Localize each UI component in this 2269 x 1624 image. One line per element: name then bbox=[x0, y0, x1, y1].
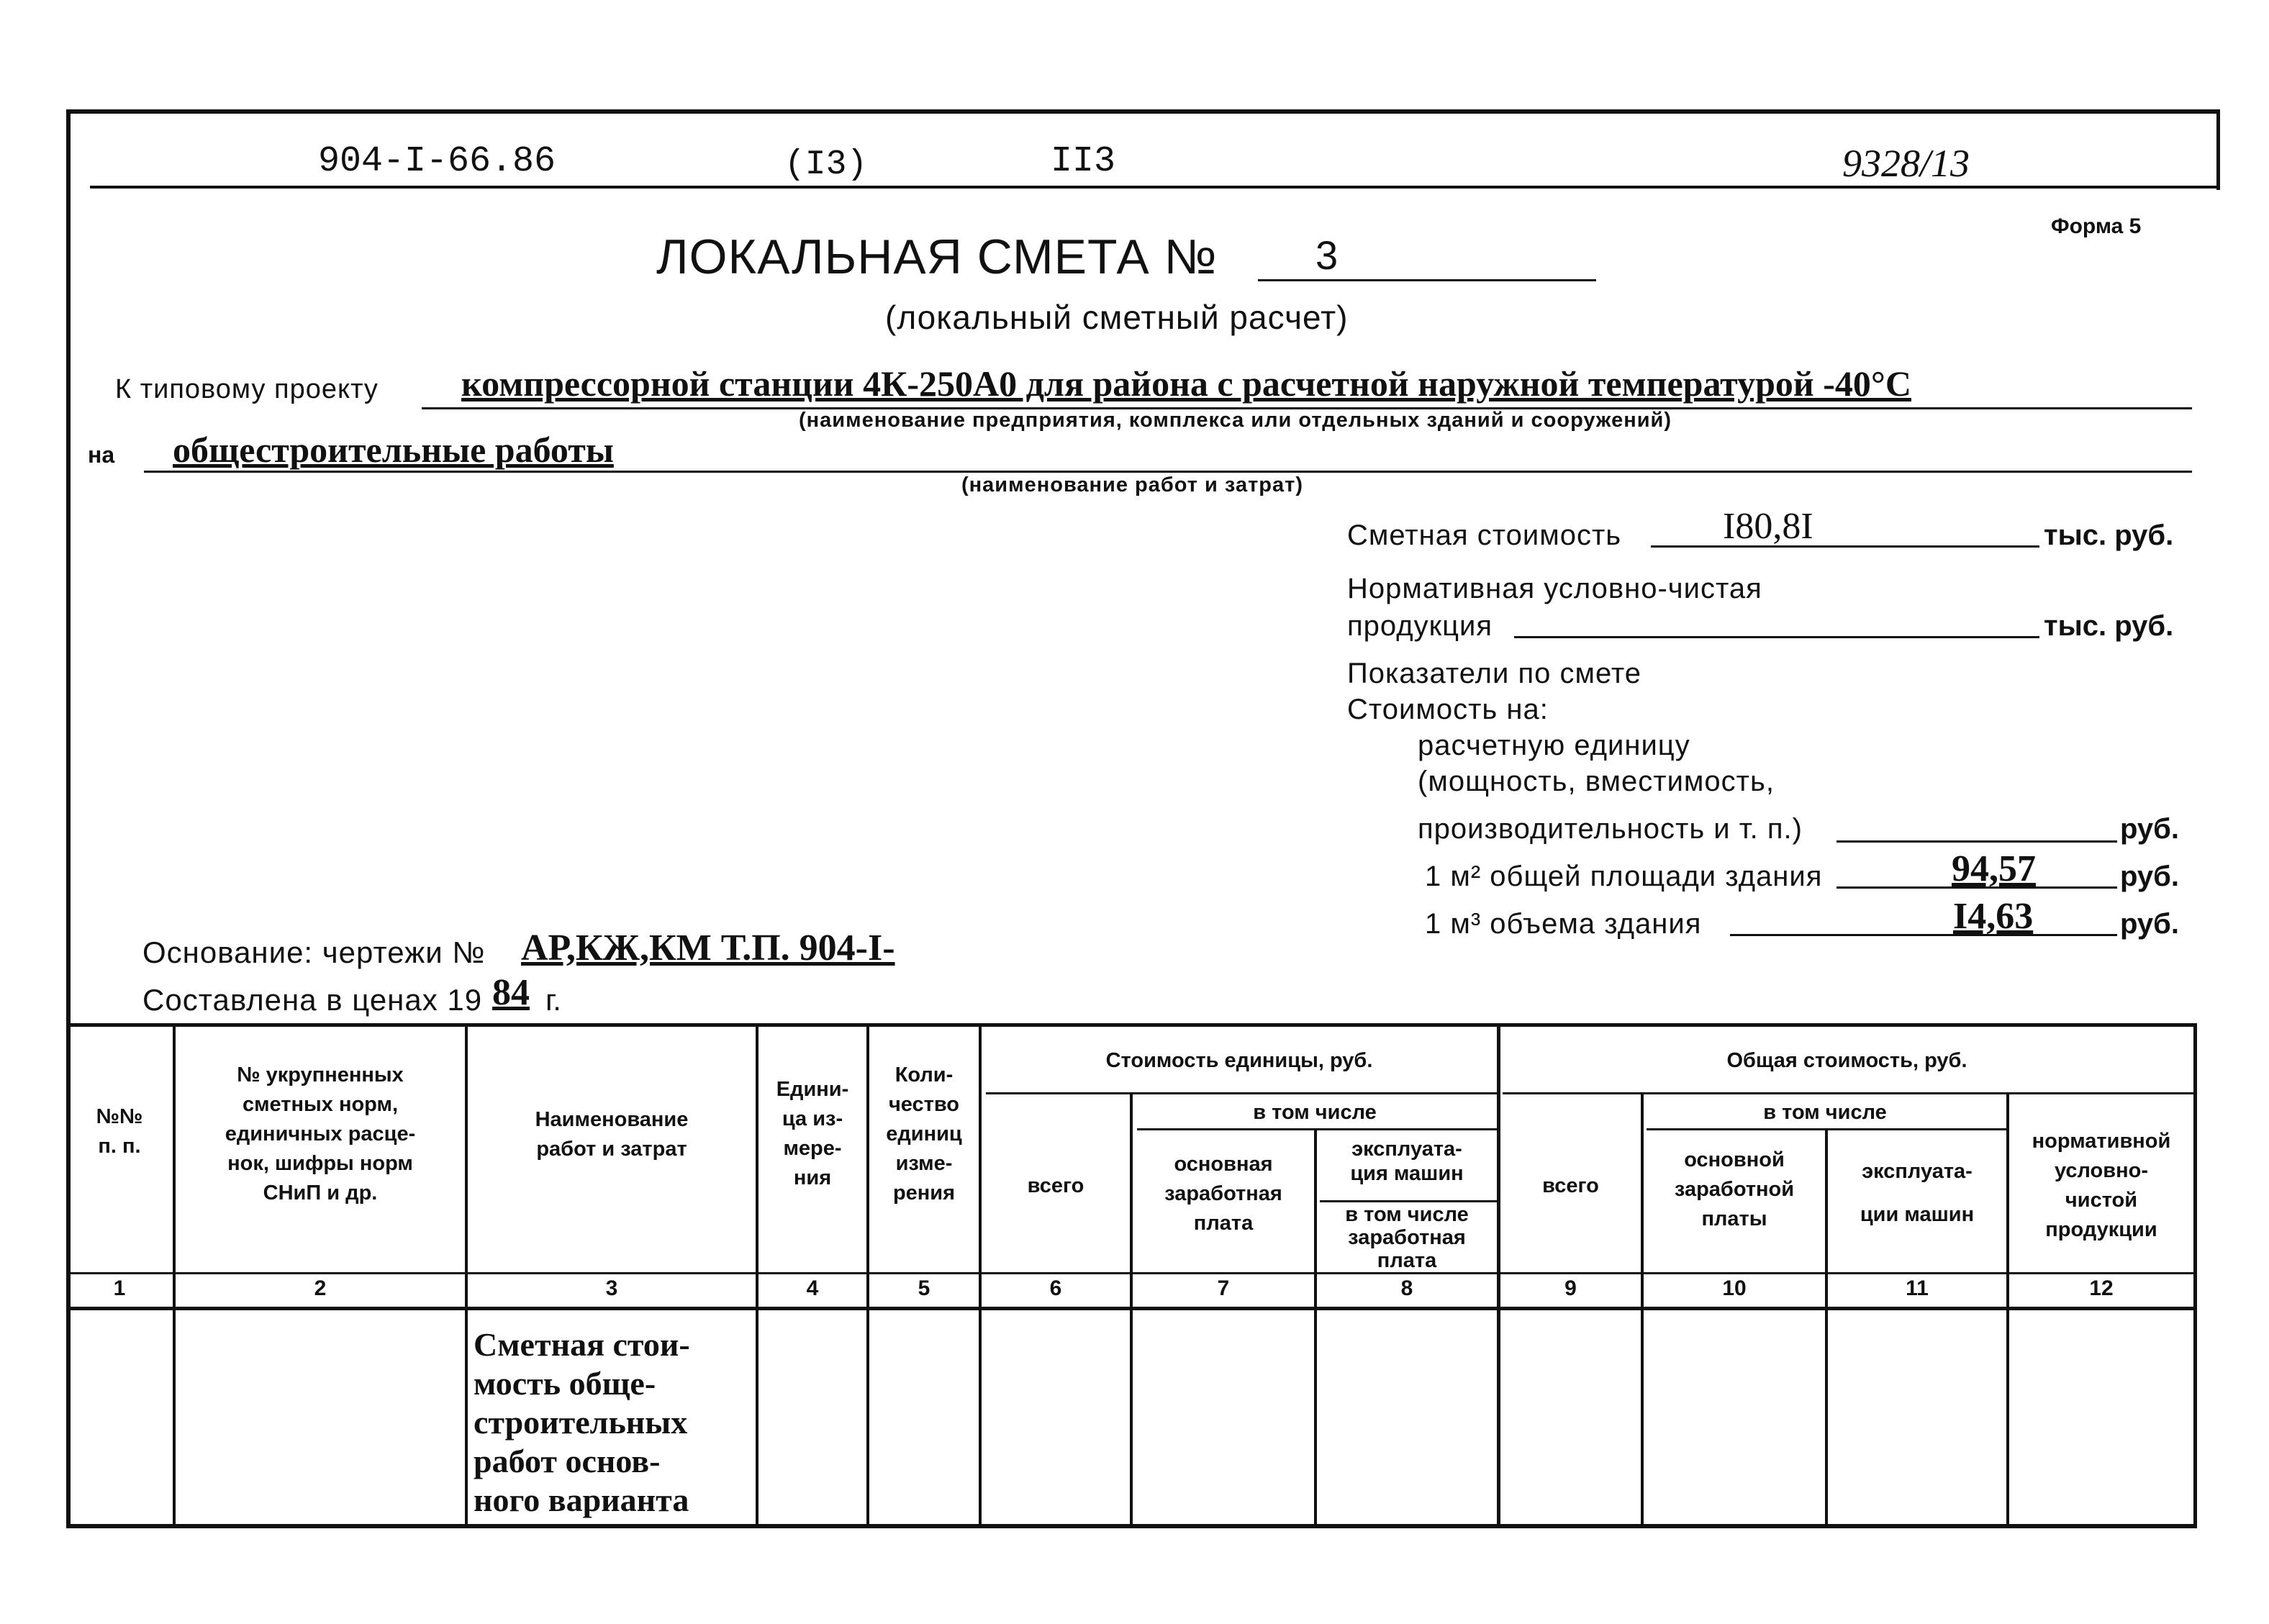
area-label: 1 м² общей площади здания bbox=[1425, 861, 1823, 892]
row-text-line: строительных bbox=[474, 1404, 688, 1441]
row-text-line: Сметная стои- bbox=[474, 1326, 690, 1363]
prices-suffix: г. bbox=[545, 983, 561, 1017]
cost-unit: тыс. руб. bbox=[2044, 520, 2174, 551]
header-col9: всего bbox=[1542, 1174, 1599, 1197]
header-col3-line: работ и затрат bbox=[536, 1138, 687, 1161]
column-number: 12 bbox=[2089, 1276, 2114, 1300]
table-top-rule bbox=[66, 1023, 2196, 1027]
works-value: общестроительные работы bbox=[173, 430, 614, 470]
basis-value: АР,КЖ,КМ Т.П. 904-I- bbox=[521, 927, 895, 968]
form-label: Форма 5 bbox=[2051, 214, 2142, 238]
project-note: (наименование предприятия, комплекса или отдельных зданий и сооружений) bbox=[799, 409, 1672, 432]
header-col4-line: ния bbox=[793, 1166, 832, 1189]
cost-per-label: Стоимость на: bbox=[1347, 694, 1549, 725]
col-divider-8 bbox=[1497, 1023, 1500, 1528]
norm-label-2: продукция bbox=[1347, 610, 1493, 642]
table-row bbox=[474, 1325, 690, 1520]
header-col6: всего bbox=[1027, 1174, 1084, 1197]
header-col4-line: Едини- bbox=[776, 1078, 849, 1101]
total-including-rule bbox=[1647, 1128, 2009, 1130]
document-code: 904-I-66.86 bbox=[318, 141, 556, 182]
total-cost-group-header: Общая стоимость, руб. bbox=[1726, 1049, 1967, 1072]
works-label: на bbox=[88, 442, 115, 468]
header-col5-line: единиц bbox=[886, 1122, 962, 1146]
header-col10 bbox=[1644, 1146, 1825, 1234]
header-rule bbox=[90, 186, 2220, 189]
area-field bbox=[1837, 848, 2117, 889]
header-col12 bbox=[2009, 1127, 2193, 1245]
header-col7 bbox=[1133, 1150, 1314, 1238]
indicators-label: Показатели по смете bbox=[1347, 658, 1642, 689]
area-value: 94,57 bbox=[1952, 848, 2036, 889]
norm-unit: тыс. руб. bbox=[2044, 610, 2174, 642]
header-col2-line: сметных норм, bbox=[242, 1093, 399, 1116]
unit-unit: руб. bbox=[2120, 813, 2179, 845]
project-field bbox=[422, 363, 2192, 409]
header-col11 bbox=[1828, 1150, 2006, 1236]
column-number: 2 bbox=[314, 1276, 327, 1300]
unit-line-1: расчетную единицу bbox=[1418, 730, 1690, 761]
column-number: 7 bbox=[1217, 1276, 1230, 1300]
norm-field bbox=[1514, 602, 2039, 638]
header-col10-line: основной bbox=[1684, 1148, 1785, 1171]
header-col8-bottom bbox=[1317, 1203, 1497, 1272]
inventory-number: 9328/13 bbox=[1842, 142, 1970, 185]
header-col4-line: мере- bbox=[783, 1137, 842, 1160]
column-number: 8 bbox=[1400, 1276, 1413, 1300]
header-col4 bbox=[758, 1075, 866, 1193]
header-col2-line: № укрупненных bbox=[237, 1063, 404, 1087]
header-col7-line: заработная bbox=[1164, 1182, 1282, 1205]
col-divider-5 bbox=[979, 1023, 982, 1528]
volume-unit: руб. bbox=[2120, 908, 2179, 940]
volume-label: 1 м³ объема здания bbox=[1425, 908, 1702, 940]
header-col12-line: продукции bbox=[2045, 1218, 2157, 1241]
header-col7-line: плата bbox=[1193, 1212, 1254, 1235]
unit-line-2: (мощность, вместимость, bbox=[1418, 766, 1775, 797]
works-field bbox=[144, 427, 2192, 473]
area-unit: руб. bbox=[2120, 861, 2179, 892]
header-col2-line: СНиП и др. bbox=[263, 1181, 378, 1205]
volume-value: I4,63 bbox=[1953, 896, 2034, 937]
header-col3-line: Наименование bbox=[535, 1108, 689, 1131]
header-col2-line: нок, шифры норм bbox=[227, 1152, 413, 1175]
column-number: 3 bbox=[605, 1276, 618, 1300]
table-right-border bbox=[2193, 1023, 2197, 1528]
total-cost-group-rule bbox=[1503, 1092, 2196, 1094]
column-number: 10 bbox=[1722, 1276, 1747, 1300]
unit-cost-group-rule bbox=[986, 1092, 1497, 1094]
basis-label: Основание: чертежи № bbox=[142, 935, 486, 969]
header-col1-line: п. п. bbox=[98, 1135, 141, 1158]
unit-including-header: в том числе bbox=[1253, 1101, 1377, 1124]
project-label: К типовому проекту bbox=[115, 374, 379, 404]
header-col2-line: единичных расце- bbox=[225, 1122, 416, 1146]
total-including-header: в том числе bbox=[1763, 1101, 1887, 1124]
estimate-table bbox=[66, 1023, 2196, 1528]
sheet-group: (I3) bbox=[784, 145, 868, 184]
header-col3 bbox=[468, 1105, 756, 1164]
row-text-line: мость обще- bbox=[474, 1365, 656, 1402]
column-number: 5 bbox=[918, 1276, 930, 1300]
column-number: 4 bbox=[806, 1276, 819, 1300]
header-col8-bottom-line: плата bbox=[1377, 1249, 1437, 1272]
cost-label: Сметная стоимость bbox=[1347, 520, 1622, 551]
header-col5-line: чество bbox=[888, 1093, 960, 1116]
unit-cost-group-header: Стоимость единицы, руб. bbox=[1105, 1049, 1373, 1072]
page-title: ЛОКАЛЬНАЯ СМЕТА № bbox=[656, 230, 1218, 284]
col-divider-7 bbox=[1314, 1128, 1317, 1528]
estimate-number: 3 bbox=[1315, 232, 1339, 278]
header-col11-line: эксплуата- bbox=[1862, 1160, 1973, 1183]
header-col1 bbox=[66, 1102, 173, 1161]
header-col8-top bbox=[1317, 1137, 1497, 1186]
header-col5 bbox=[869, 1061, 979, 1208]
column-number: 1 bbox=[113, 1276, 126, 1300]
header-col5-line: рения bbox=[892, 1181, 956, 1205]
column-number: 11 bbox=[1906, 1276, 1929, 1300]
unit-including-rule bbox=[1137, 1128, 1497, 1130]
header-col1-line: №№ bbox=[96, 1105, 143, 1128]
header-col7-line: основная bbox=[1174, 1153, 1273, 1176]
frame-top-border bbox=[66, 109, 2219, 114]
volume-field bbox=[1730, 895, 2117, 936]
col8-split-rule bbox=[1320, 1200, 1497, 1202]
column-number: 9 bbox=[1564, 1276, 1577, 1300]
cost-value: I80,8I bbox=[1723, 506, 1813, 547]
prices-year: 84 bbox=[492, 972, 530, 1013]
norm-label-1: Нормативная условно-чистая bbox=[1347, 573, 1762, 604]
unit-line-3: производительность и т. п.) bbox=[1418, 813, 1803, 845]
header-col10-line: заработной bbox=[1674, 1178, 1795, 1201]
page-subtitle: (локальный сметный расчет) bbox=[885, 299, 1349, 336]
row-text-line: ного варианта bbox=[474, 1482, 689, 1518]
header-col4-line: ца из- bbox=[782, 1107, 843, 1130]
row-text-line: работ основ- bbox=[474, 1443, 661, 1479]
frame-right-border bbox=[2216, 109, 2220, 190]
header-col5-line: Коли- bbox=[895, 1063, 954, 1087]
header-col12-line: чистой bbox=[2065, 1189, 2138, 1212]
col-divider-2 bbox=[465, 1023, 468, 1528]
estimate-number-field bbox=[1258, 232, 1596, 281]
unit-field bbox=[1837, 806, 2117, 843]
header-col8-top-line: эксплуата- bbox=[1351, 1138, 1462, 1161]
sheet-number: II3 bbox=[1051, 141, 1116, 182]
works-note: (наименование работ и затрат) bbox=[961, 473, 1304, 496]
header-col8-bottom-line: заработная bbox=[1348, 1226, 1466, 1249]
header-col2 bbox=[176, 1061, 465, 1208]
header-col12-line: условно- bbox=[2054, 1159, 2148, 1182]
column-number: 6 bbox=[1049, 1276, 1062, 1300]
project-value: компрессорной станции 4К-250А0 для района с расчетной наружной температурой -40°С bbox=[461, 363, 1911, 404]
header-col5-line: изме- bbox=[895, 1152, 953, 1175]
header-col8-bottom-line: в том числе bbox=[1345, 1203, 1469, 1226]
header-col8-top-line: ция машин bbox=[1350, 1162, 1464, 1185]
cost-field bbox=[1651, 505, 2039, 548]
header-col10-line: платы bbox=[1701, 1207, 1767, 1230]
header-col11-line: ции машин bbox=[1860, 1203, 1975, 1226]
prices-label: Составлена в ценах 19 bbox=[142, 983, 483, 1017]
header-col12-line: нормативной bbox=[2032, 1130, 2171, 1153]
